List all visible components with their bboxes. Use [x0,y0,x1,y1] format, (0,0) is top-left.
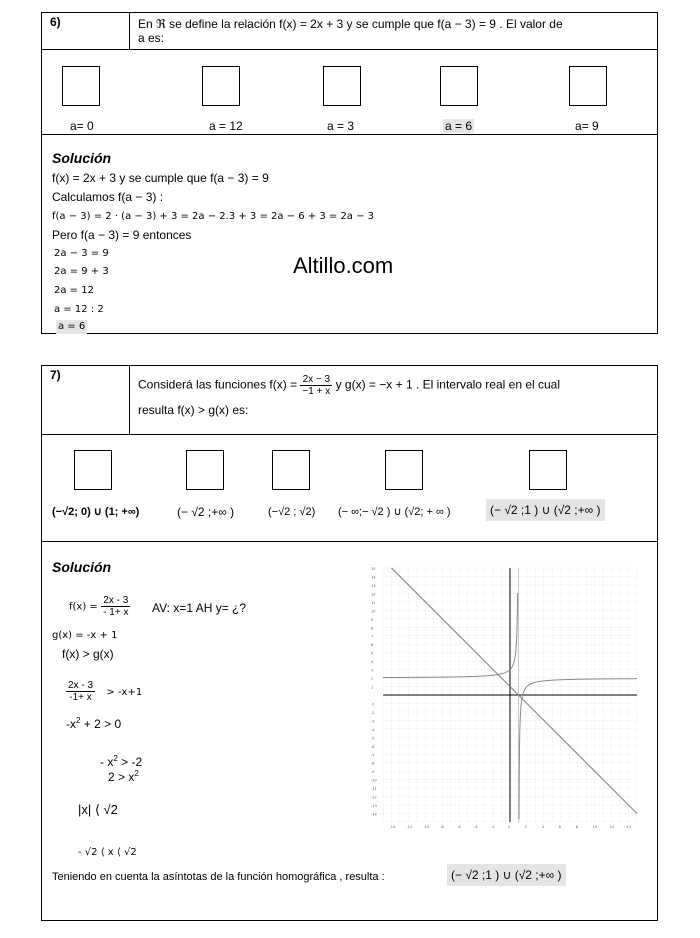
q7-question-line2: resulta f(x) > g(x) es: [138,403,249,417]
y-tick-label: -1 [371,702,375,707]
q6-question-line2: a es: [138,31,165,45]
q6-solution-title: Solución [52,150,112,166]
y-tick-label: 2 [371,677,374,682]
q7-step1-num: 2x - 3 [68,680,94,691]
q7-f-den: - 1+ x [103,607,129,618]
q7-function-graph [369,564,641,832]
y-tick-label: 11 [371,600,376,605]
q7-f-num: 2x - 3 [101,595,130,607]
x-tick-label: 6 [558,825,562,829]
x-tick-label: 4 [541,825,545,829]
y-tick-label: 15 [371,567,376,571]
y-tick-label: 6 [371,643,374,648]
q6-option-box-2[interactable] [202,66,240,106]
q7-question-frac-num: 2x − 3 [300,374,332,386]
q7-options-divider [41,541,658,542]
q7-question-pre: Considerá las funciones f(x) = [138,377,298,392]
q7-step2-exp: 2 [76,716,81,725]
y-tick-label: 9 [371,617,374,622]
graph-axes [383,568,637,822]
q6-option-label-3: a = 3 [327,119,355,133]
y-tick-label: -2 [371,710,375,715]
watermark: Altillo.com [293,253,394,278]
q7-g-line: g(x) = -x + 1 [52,630,118,641]
x-tick-label: -2 [491,825,495,829]
q7-step3b [108,767,139,784]
y-tick-label: 1 [371,685,374,690]
x-tick-label: -10 [423,825,430,829]
y-tick-label: -10 [371,778,377,783]
q7-question-post: y g(x) = −x + 1 . El intervalo real en el cual [335,377,561,392]
y-tick-label: -12 [371,795,377,800]
q6-solution-line-2: Calculamos f(a − 3) : [52,190,164,204]
q7-option-box-2[interactable] [186,450,224,490]
q6-solution-line-6: 2a = 9 + 3 [54,266,109,277]
q7-option-label-5: (− √2 ;1 ) ∪ (√2 ;+∞ ) [486,499,605,521]
q6-solution-line-7: 2a = 12 [54,285,94,296]
q7-solution-title: Solución [52,559,112,575]
q7-conclusion: Teniendo en cuenta la asíntotas de la función homográfica , resulta : [52,871,385,883]
q7-step5: - √2 ⟨ x ⟨ √2 [78,847,137,858]
y-tick-label: -7 [371,753,375,758]
q6-solution-line-4: Pero f(a − 3) = 9 entonces [52,228,192,242]
q7-step1-den: -1+ x [69,692,92,703]
q7-option-label-4: (− ∞;− √2 ) ∪ (√2; + ∞ ) [338,506,451,518]
q6-option-box-5[interactable] [569,66,607,106]
q7-f-label: f(x) = [69,601,98,613]
q6-solution-line-5: 2a − 3 = 9 [54,248,109,259]
y-tick-label: 4 [371,660,374,665]
q7-option-label-3: (−√2 ; √2) [268,506,316,518]
q7-step3a-tail: > -2 [117,755,143,769]
q7-option-label-2: (− √2 ;+∞ ) [177,505,235,519]
x-tick-label: 14 [626,825,632,829]
q7-step4: |x| ⟨ √2 [78,802,118,817]
q7-asymptotes: AV: x=1 AH y= ¿? [152,601,247,615]
q6-question-line1: En ℜ se define la relación f(x) = 2x + 3 y se cumple que f(a − 3) = 9 . El valor de [138,17,563,31]
q7-option-box-4[interactable] [385,450,423,490]
q7-inequality: f(x) > g(x) [62,647,114,661]
q7-step3b-exp: 2 [134,769,139,778]
y-tick-label: -11 [371,787,377,792]
x-tick-label: 0 [508,825,511,829]
q7-option-label-1: (−√2; 0) ∪ (1; +∞) [52,506,140,518]
x-tick-label: -14 [389,825,396,829]
q6-solution-line-9: a = 6 [58,321,86,332]
x-tick-label: -4 [474,825,478,829]
q6-solution-line-8: a = 12 : 2 [54,304,104,315]
q7-step3a-base: - x [100,755,114,769]
y-tick-label: -4 [371,727,375,732]
q7-step2-base: -x [66,717,76,731]
q7-step3b-base: 2 > x [108,770,135,784]
q6-option-box-3[interactable] [323,66,361,106]
q6-solution-line-1: f(x) = 2x + 3 y se cumple que f(a − 3) = 9 [52,171,269,185]
q6-option-box-4[interactable] [440,66,478,106]
x-tick-label: -6 [457,825,461,829]
x-tick-label: 12 [609,825,615,829]
q6-option-label-5: a= 9 [575,119,599,133]
f-branch-left [383,593,518,677]
y-tick-label: 12 [371,592,376,597]
y-tick-label: 10 [371,609,376,614]
y-tick-label: 3 [371,668,374,673]
q6-option-label-4: a = 6 [445,119,473,133]
y-tick-label: -3 [371,719,375,724]
q6-option-label-2: a = 12 [209,119,243,133]
q7-question-line1 [138,374,560,397]
q7-step1-fraction [66,680,95,703]
q7-step1-rhs: > -x+1 [106,686,143,698]
y-tick-label: 8 [371,626,374,631]
q7-f-fraction [101,595,130,618]
y-tick-label: -9 [371,770,375,775]
q6-options-divider [41,134,658,135]
q6-number-divider [129,12,130,49]
q7-question-frac-den: −1 + x [302,386,331,397]
q7-step3a-exp: 2 [113,754,118,763]
q6-header-divider [41,49,658,50]
x-tick-label: -8 [440,825,444,829]
q7-option-box-5[interactable] [529,450,567,490]
q6-option-box-1[interactable] [62,66,100,106]
q7-option-box-1[interactable] [74,450,112,490]
g-line [391,568,637,814]
y-tick-label: 14 [371,575,376,580]
q7-step2-tail: + 2 > 0 [80,717,122,731]
q7-answer: (− √2 ;1 ) ∪ (√2 ;+∞ ) [447,864,566,886]
y-tick-label: 13 [371,583,376,588]
y-tick-label: -13 [371,804,377,809]
y-tick-label: -8 [371,761,375,766]
q7-number-divider [129,365,130,434]
q7-step2 [66,714,121,731]
y-tick-label: 7 [371,634,374,639]
q7-step1 [66,680,142,703]
f-branch-right [519,679,637,820]
q6-solution-line-3: f(a − 3) = 2 · (a − 3) + 3 = 2a − 2.3 + 3 = 2a − 6 + 3 = 2a − 3 [52,211,375,222]
q7-option-box-3[interactable] [272,450,310,490]
q6-option-label-1: a= 0 [70,119,94,133]
q7-number: 7) [50,368,61,382]
x-tick-label: 2 [524,825,528,829]
x-tick-label: 10 [592,825,598,829]
y-tick-label: 5 [371,651,374,656]
q7-f-definition [69,595,130,618]
y-tick-label: -6 [371,744,375,749]
y-tick-label: -5 [371,736,375,741]
x-tick-label: 8 [575,825,578,829]
q7-question-fraction [300,374,332,397]
y-tick-label: -14 [371,812,377,817]
q7-header-divider [41,434,658,435]
q6-number: 6) [50,15,61,29]
x-tick-label: -12 [406,825,413,829]
